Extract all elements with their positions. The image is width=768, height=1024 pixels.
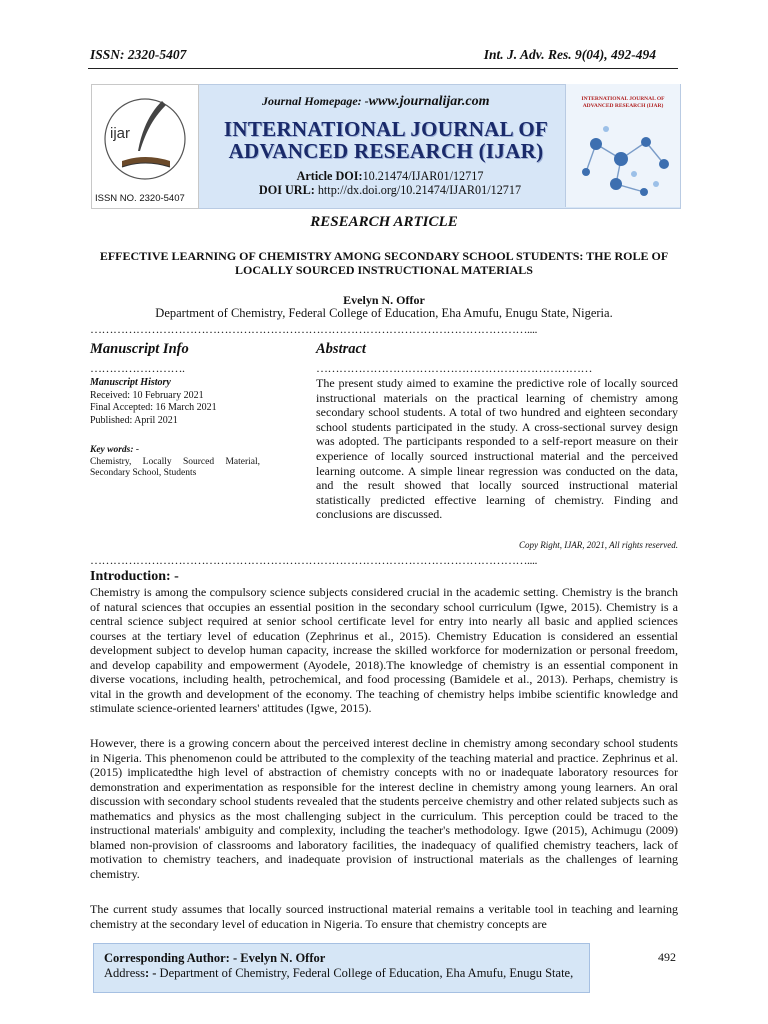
introduction-heading: Introduction: - — [90, 569, 179, 584]
address-label: Address — [104, 966, 145, 980]
manuscript-info-underline: ……………………. — [90, 361, 185, 375]
article-title: EFFECTIVE LEARNING OF CHEMISTRY AMONG SECONDARY SCHOOL STUDENTS: THE ROLE OF LOCALLY SOURCED INSTRUCTIONAL MATERIALS — [99, 249, 669, 277]
corresponding-name: Evelyn N. Offor — [240, 951, 326, 965]
corresponding-label: Corresponding Author: - — [104, 951, 238, 965]
journal-title-line2: ADVANCED RESEARCH (IJAR) — [228, 139, 544, 163]
cover-title: INTERNATIONAL JOURNAL OF ADVANCED RESEARCH (IJAR) — [581, 96, 665, 109]
doi-url-label: DOI URL: — [258, 183, 315, 197]
keywords-heading: Key words: - — [90, 445, 140, 455]
journal-title — [210, 118, 562, 162]
keywords-block — [90, 445, 260, 480]
logo-text: ijar — [110, 125, 131, 142]
published-date: Published: April 2021 — [90, 414, 178, 426]
doi-block — [210, 169, 570, 197]
accepted-date: Final Accepted: 16 March 2021 — [90, 402, 217, 413]
header-issn: ISSN: 2320-5407 — [90, 47, 187, 62]
logo-issn: ISSN NO. 2320-5407 — [95, 193, 185, 204]
manuscript-history-heading: Manuscript History — [90, 377, 171, 388]
article-author: Evelyn N. Offor — [343, 293, 425, 307]
copyright-notice: Copy Right, IJAR, 2021, All rights reserved. — [519, 540, 678, 550]
header-rule — [88, 68, 678, 69]
introduction-paragraph-2: However, there is a growing concern about the perceived interest decline in chemistry among secondary school students in Nigeria. This phenomenon could be attributed to the complexity of the teaching material and practice. Zephrinus et al. (2015) implicatedthe high level of abstraction of chemistry concepts with no or inadequate laboratory resources for demonstration and experimentation as responsible for the interest decline in chemistry among young learners. An oral discussion with secondary school students revealed that the students perceive chemistry and other related subjects such as mathematics and physics as the most challenging subject in the curriculum. This perception could be traced to the instructional materials' ambiguity and complexity, including the teacher's methodology. Igwe (2015), Achimugu (2009) blamed non-provision of classrooms and laboratory facilities, the inadequacy of qualified chemistry teachers, lack of motivation to chemistry teachers, and inadequate provision of instructional materials as the challenges of learning chemistry. — [90, 736, 678, 881]
doi-value: 10.21474/IJAR01/12717 — [362, 169, 484, 183]
journal-title-line1: INTERNATIONAL JOURNAL OF — [223, 117, 549, 141]
journal-homepage — [262, 94, 490, 110]
abstract-underline: ……………………………………………………………… — [316, 361, 592, 375]
keywords-text: Chemistry, Locally Sourced Material, Secondary School, Students — [90, 456, 260, 478]
abstract-heading: Abstract — [316, 341, 366, 357]
address-value: Department of Chemistry, Federal College of Education, Eha Amufu, Enugu State, — [159, 966, 574, 980]
abstract-text: The present study aimed to examine the predictive role of locally sourced instructional materials on the practical learning of chemistry among secondary school students. A total of two hundred and eighteen secondary school students participated in the study. A cross-sectional survey design was adopted. The participants responded to a self-report measure on their experience of locally sourced instructional material and the perceived learning outcome. A simple linear regression was conducted on the data, and the result showed that locally sourced instructional material statistically predicted effective learning of chemistry. Finding and conclusions are discussed. — [316, 376, 678, 522]
doi-url-link[interactable]: http://dx.doi.org/10.21474/IJAR01/12717 — [317, 183, 522, 197]
journal-cover — [565, 84, 680, 207]
manuscript-history — [90, 377, 290, 427]
header-citation: Int. J. Adv. Res. 9(04), 492-494 — [483, 47, 656, 62]
corresponding-address: Address: - Department of Chemistry, Federal College of Education, Eha Amufu, Enugu State, — [104, 966, 574, 980]
corresponding-author — [104, 951, 325, 966]
introduction-paragraph-3: The current study assumes that locally sourced instructional material remains a veritable tool in teaching and learning chemistry at the secondary level of education in Nigeria. To ensure that chemistry concepts are — [90, 902, 678, 931]
homepage-link[interactable]: www.journalijar.com — [368, 94, 490, 109]
separator-top: …………………………………………………………………………………………………….... — [90, 322, 537, 336]
manuscript-info-heading: Manuscript Info — [90, 341, 189, 357]
received-date: Received: 10 February 2021 — [90, 389, 204, 401]
quill-logo-icon — [92, 85, 198, 208]
separator-bottom: …………………………………………………………………………………………………….... — [90, 553, 537, 567]
journal-logo — [91, 84, 199, 209]
introduction-paragraph-1: Chemistry is among the compulsory science subjects considered crucial in the academic setting. Chemistry is the branch of natural sciences that occupies an essential position in the secondary school curriculum (Igwe, 2015). Chemistry is a central science subject required at senior school certificate level for entry into nearly all basic and applied sciences courses at the tertiary level of education (Zephrinus et al., 2015). Chemistry Education is considered an essential development subject to develop human capacity, increase the skilled workforce for modernization or personal freedom, and develop capability and empowerment (Ayodele, 2018).The knowledge of chemistry is an essential component in diverse vocations, including health, petrochemical, and food processing (Bamidele et al., 2013). Perhaps, chemistry is vital in the growth and development of the economy. The teaching of chemistry helps imbibe scientific knowledge and stimulate science-oriented learners' attitudes (Igwe, 2015). — [90, 585, 678, 716]
doi-label: Article DOI: — [296, 169, 363, 183]
article-type-label: RESEARCH ARTICLE — [310, 214, 458, 230]
page-number: 492 — [658, 950, 676, 964]
article-affiliation: Department of Chemistry, Federal College of Education, Eha Amufu, Enugu State, Nigeria. — [155, 306, 613, 320]
homepage-label: Journal Homepage: - — [262, 94, 369, 108]
